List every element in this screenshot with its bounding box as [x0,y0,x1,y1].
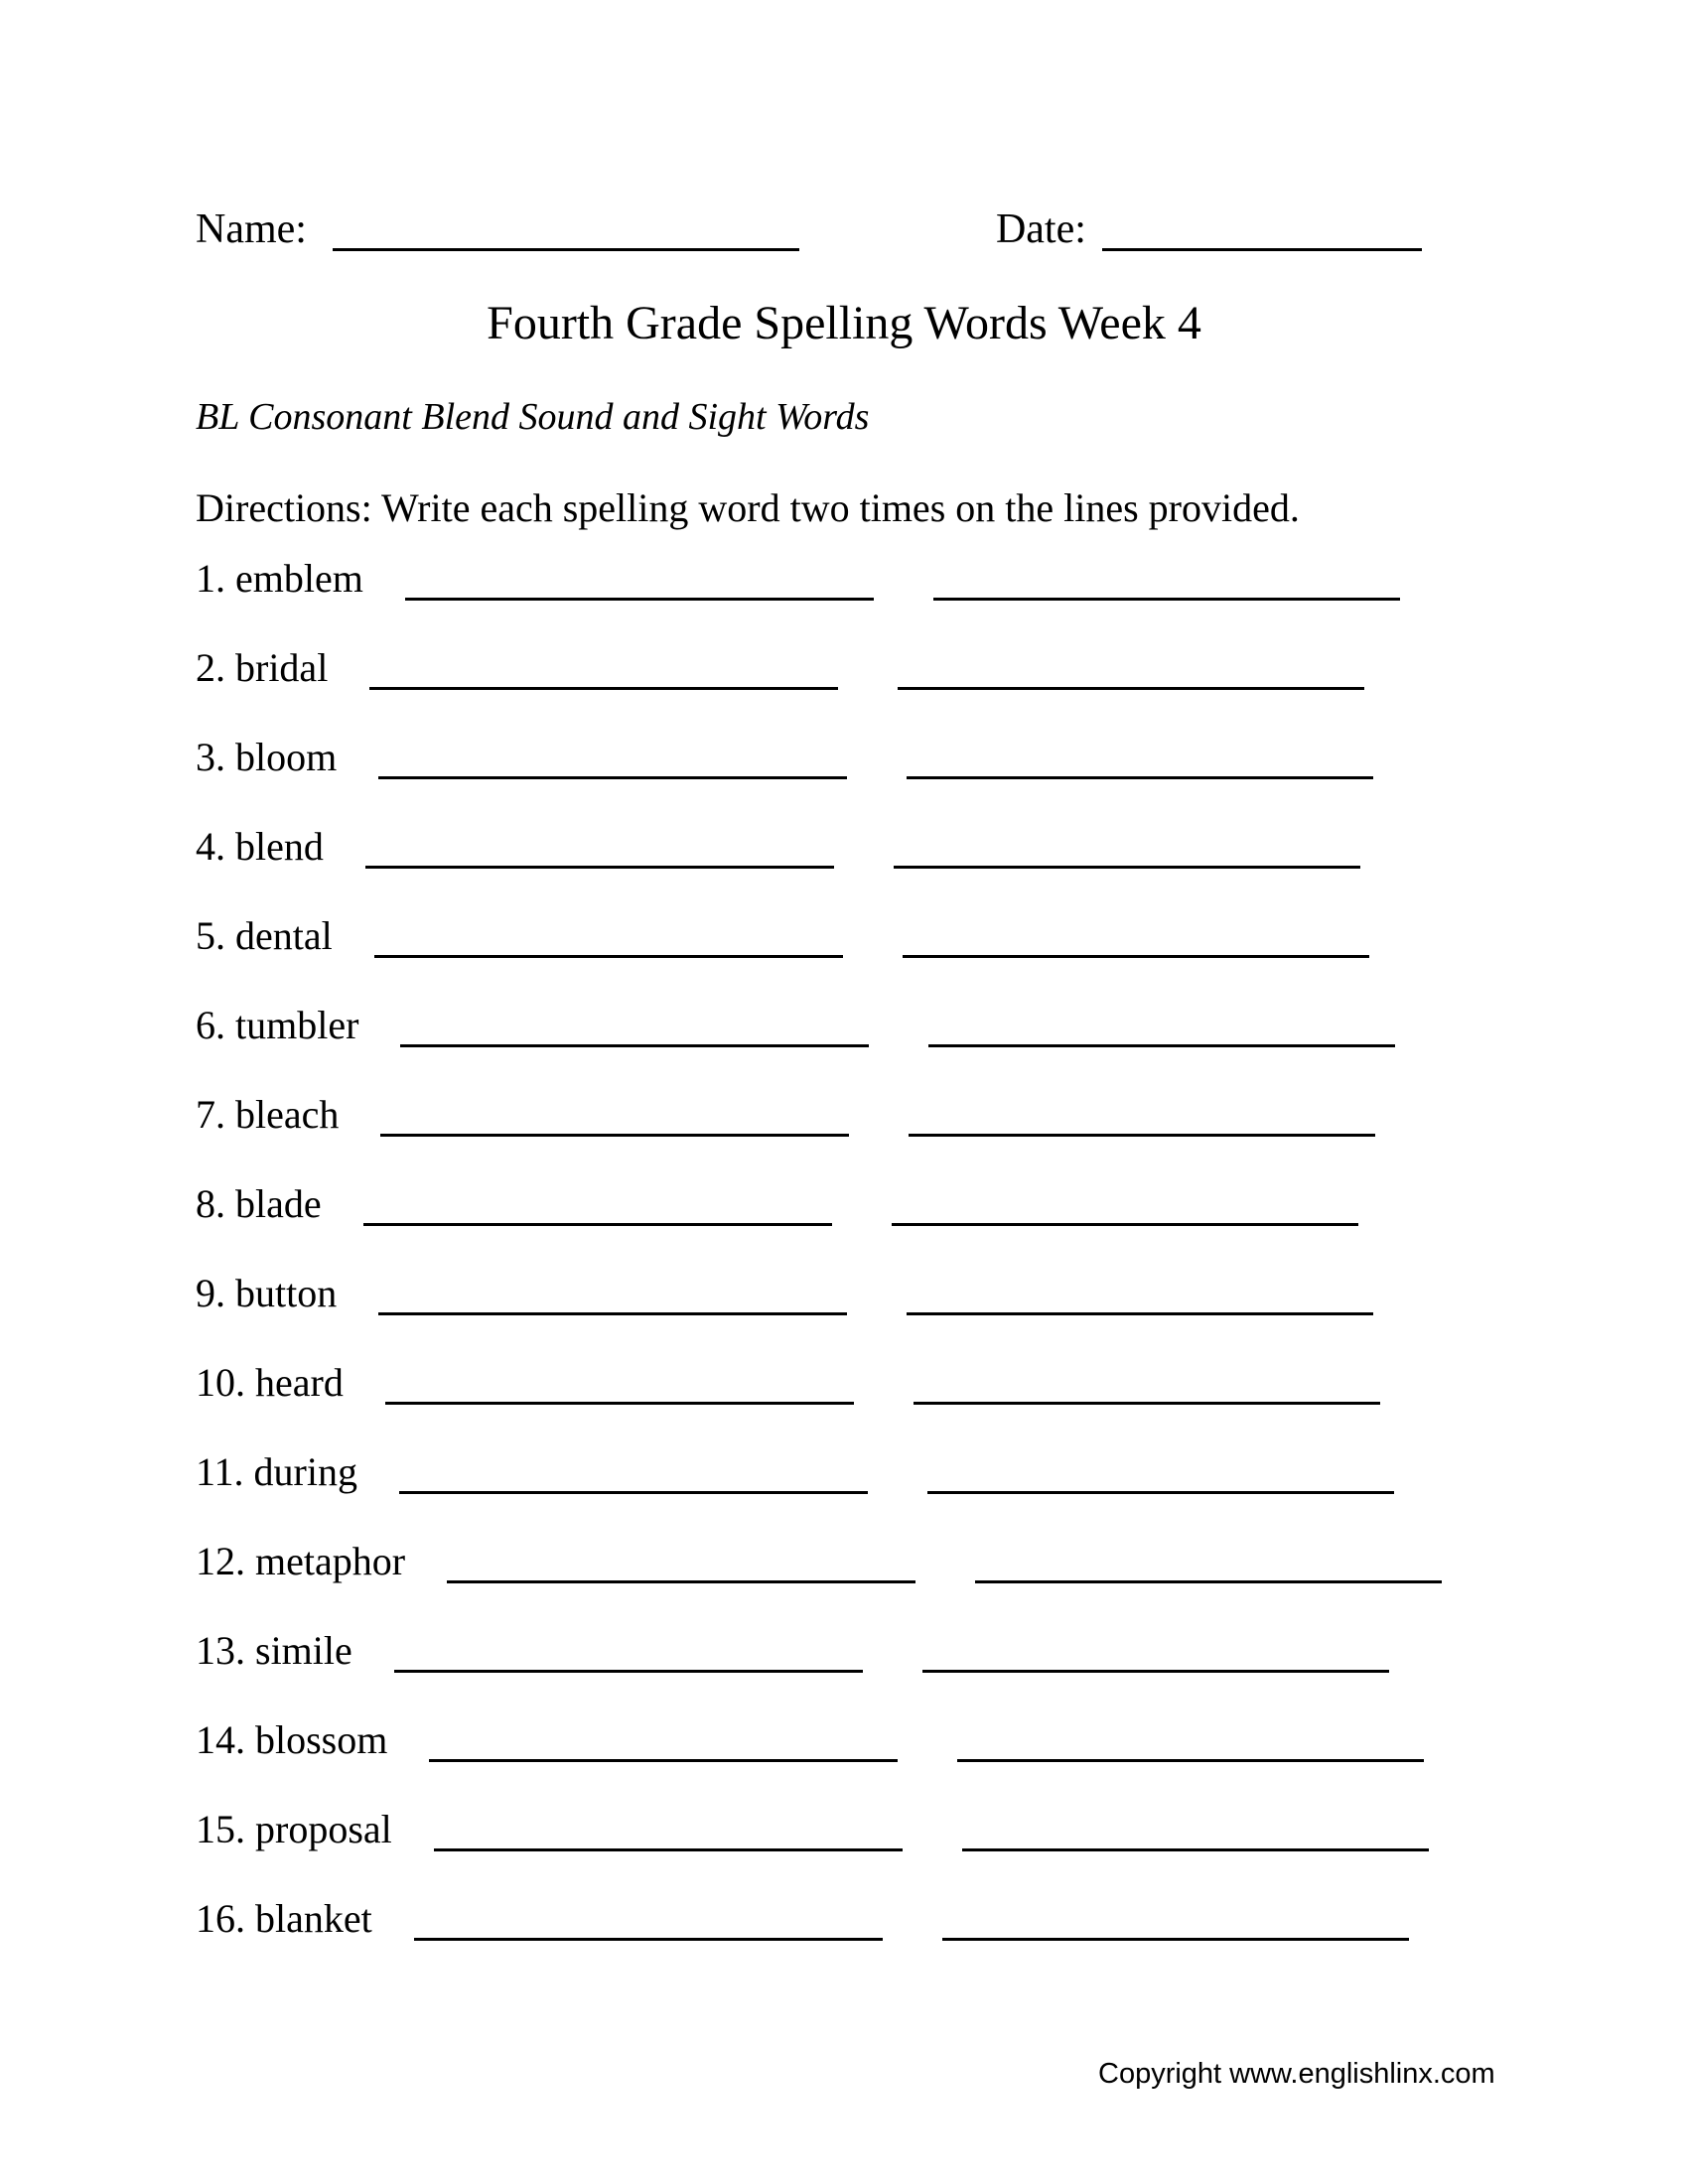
practice-line-2[interactable] [909,1134,1375,1137]
practice-line-1[interactable] [399,1491,868,1494]
word-label: 14. blossom [196,1717,388,1762]
practice-line-2[interactable] [962,1848,1429,1851]
word-label: 10. heard [196,1360,344,1405]
word-row [196,1070,1437,1160]
word-row [196,623,1437,713]
word-row [196,1606,1437,1696]
practice-line-1[interactable] [374,955,843,958]
word-label: 11. during [196,1449,357,1494]
spelling-word-list [196,534,1437,1964]
practice-line-1[interactable] [400,1044,869,1047]
practice-line-1[interactable] [378,776,847,779]
word-label: 3. bloom [196,735,338,779]
word-label: 16. blanket [196,1896,372,1941]
practice-line-2[interactable] [922,1670,1389,1673]
practice-line-1[interactable] [369,687,838,690]
word-row [196,1696,1437,1785]
word-row [196,1338,1437,1428]
word-label: 13. simile [196,1628,352,1673]
directions-text: Directions: Write each spelling word two times on the lines provided. [196,485,1300,530]
word-row [196,981,1437,1070]
worksheet-subtitle: BL Consonant Blend Sound and Sight Words [196,396,870,438]
practice-line-2[interactable] [892,1223,1358,1226]
name-input-line[interactable] [333,248,799,251]
copyright-text: Copyright www.englishlinx.com [1098,2058,1495,2090]
practice-line-2[interactable] [933,598,1400,601]
practice-line-1[interactable] [429,1759,898,1762]
date-label: Date: [995,206,1086,252]
practice-line-2[interactable] [894,866,1360,869]
word-label: 4. blend [196,824,324,869]
name-label: Name: [196,206,307,252]
practice-line-1[interactable] [394,1670,863,1673]
word-label: 9. button [196,1271,338,1315]
practice-line-1[interactable] [447,1580,915,1583]
word-row [196,1249,1437,1338]
word-row [196,1874,1437,1964]
practice-line-2[interactable] [914,1402,1380,1405]
practice-line-2[interactable] [907,1312,1373,1315]
word-label: 2. bridal [196,645,329,690]
practice-line-1[interactable] [365,866,834,869]
word-label: 7. bleach [196,1092,340,1137]
practice-line-1[interactable] [414,1938,883,1941]
word-row [196,534,1437,623]
practice-line-2[interactable] [942,1938,1409,1941]
practice-line-2[interactable] [903,955,1369,958]
word-row [196,1785,1437,1874]
word-row [196,802,1437,891]
word-label: 8. blade [196,1181,322,1226]
practice-line-1[interactable] [380,1134,849,1137]
word-label: 15. proposal [196,1807,392,1851]
practice-line-1[interactable] [378,1312,847,1315]
word-label: 6. tumbler [196,1003,359,1047]
word-row [196,1517,1437,1606]
worksheet-title: Fourth Grade Spelling Words Week 4 [487,297,1201,349]
word-row [196,1428,1437,1517]
practice-line-2[interactable] [975,1580,1442,1583]
practice-line-2[interactable] [927,1491,1394,1494]
practice-line-2[interactable] [907,776,1373,779]
practice-line-2[interactable] [928,1044,1395,1047]
word-row [196,1160,1437,1249]
practice-line-1[interactable] [434,1848,903,1851]
practice-line-1[interactable] [363,1223,832,1226]
practice-line-2[interactable] [957,1759,1424,1762]
practice-line-1[interactable] [405,598,874,601]
practice-line-1[interactable] [385,1402,854,1405]
word-label: 5. dental [196,913,333,958]
word-row [196,891,1437,981]
date-input-line[interactable] [1102,248,1422,251]
word-label: 1. emblem [196,556,363,601]
word-label: 12. metaphor [196,1539,406,1583]
practice-line-2[interactable] [898,687,1364,690]
word-row [196,713,1437,802]
header-row [196,205,1422,254]
